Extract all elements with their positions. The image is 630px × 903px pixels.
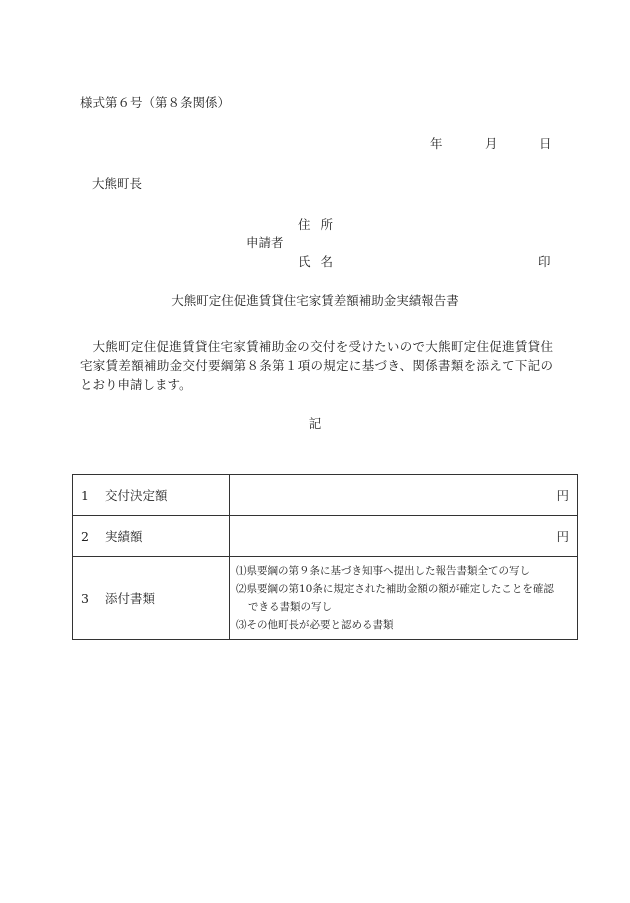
document-title: 大熊町定住促進賃貸住宅家賃差額補助金実績報告書 <box>171 293 459 308</box>
ki-heading: 記 <box>308 416 322 431</box>
item-label: 交付決定額 <box>105 488 168 503</box>
attachment-text: ⑵県要綱の第10条に規定された補助金額の額が確定したことを確認 <box>236 583 554 595</box>
form-number: 様式第６号（第８条関係） <box>80 95 231 110</box>
attachment-text: ⑶その他町長が必要と認める書類 <box>236 619 394 631</box>
date-month-label: 月 <box>485 136 498 151</box>
table-row <box>73 475 578 516</box>
item-number: 3 <box>81 591 89 606</box>
report-table <box>72 474 578 640</box>
list-item <box>236 580 571 616</box>
attachment-text-continued: できる書類の写し <box>248 601 332 613</box>
addressee: 大熊町長 <box>92 176 143 191</box>
list-item <box>236 616 571 634</box>
body-paragraph: 大熊町定住促進賃貸住宅家賃補助金の交付を受けたいので大熊町定住促進賃貸住宅家賃差額補助金交付要綱第８条第１項の規定に基づき、関係書類を添えて下記のとおり申請します。 <box>80 339 553 392</box>
amount-cell <box>230 475 578 516</box>
row-label-cell <box>73 557 230 640</box>
list-item <box>236 562 571 580</box>
yen-unit: 円 <box>556 488 569 503</box>
date-year-label: 年 <box>430 136 443 151</box>
item-label: 添付書類 <box>105 591 156 606</box>
item-number: 2 <box>81 529 89 544</box>
attachment-text: ⑴県要綱の第９条に基づき知事へ提出した報告書類全ての写し <box>236 565 530 577</box>
item-label: 実績額 <box>105 529 143 544</box>
amount-cell <box>230 516 578 557</box>
address-label: 住所 <box>298 217 344 232</box>
table-row <box>73 557 578 640</box>
name-label: 氏名 <box>298 254 344 269</box>
row-label-cell <box>73 475 230 516</box>
row-label-cell <box>73 516 230 557</box>
attachments-list <box>230 562 577 634</box>
item-number: 1 <box>81 488 89 503</box>
attachments-cell <box>230 557 578 640</box>
applicant-label: 申請者 <box>246 235 284 250</box>
date-day-label: 日 <box>539 136 552 151</box>
table-row <box>73 516 578 557</box>
yen-unit: 円 <box>556 529 569 544</box>
seal-mark: 印 <box>538 254 551 269</box>
